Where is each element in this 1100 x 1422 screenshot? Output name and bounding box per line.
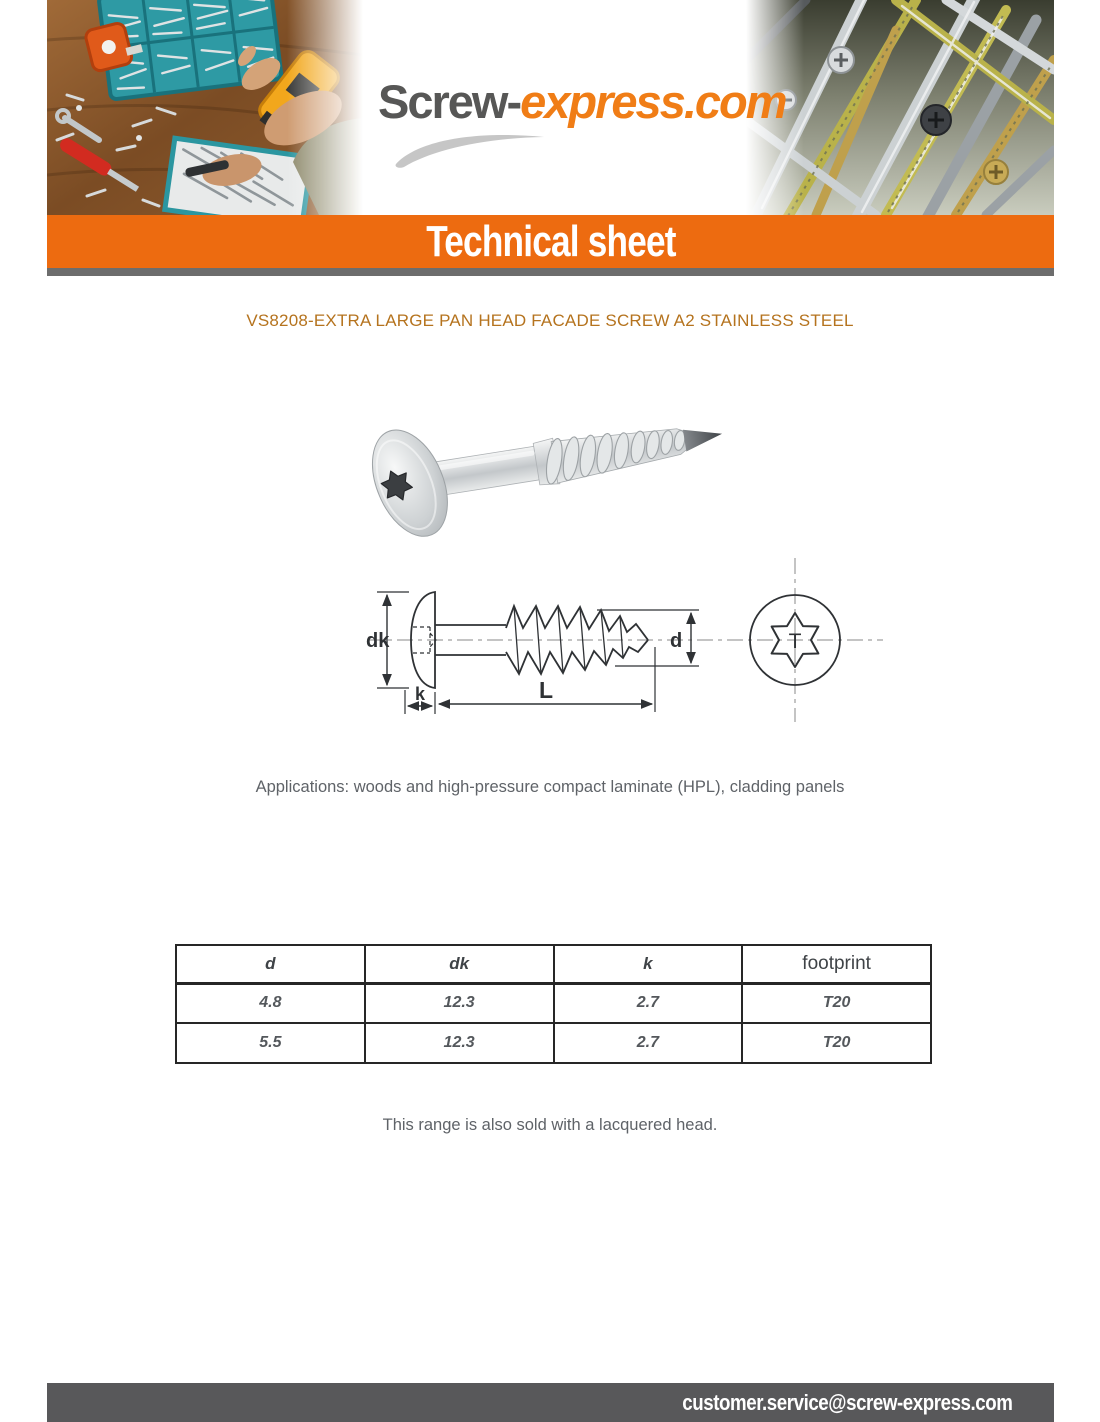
dim-label-k: k (414, 684, 426, 704)
col-header-footprint: footprint (742, 945, 931, 983)
product-title: VS8208-EXTRA LARGE PAN HEAD FACADE SCREW A2 STAINLESS STEEL (246, 311, 854, 330)
dim-label-L: L (538, 677, 554, 703)
cell-k-1: 2.7 (554, 983, 743, 1023)
table-row (176, 1023, 931, 1063)
cell-footprint-1: T20 (742, 983, 931, 1023)
customer-service-email-link[interactable]: customer.service@screw-express.com (681, 1389, 1012, 1415)
col-header-dk: dk (365, 945, 554, 983)
cell-k-2: 2.7 (554, 1023, 743, 1063)
banner-title: Technical sheet (425, 216, 676, 266)
section-banner (47, 215, 1054, 268)
footer-bar (47, 1383, 1054, 1422)
logo-swoosh (388, 126, 548, 168)
cell-d-1: 4.8 (176, 983, 365, 1023)
spec-table (175, 944, 932, 1064)
table-row (176, 983, 931, 1023)
cell-dk-2: 12.3 (365, 1023, 554, 1063)
site-logo-text (378, 74, 786, 129)
dim-label-dk: dk (366, 630, 390, 652)
product-photo-screw (350, 382, 750, 545)
lacquered-head-note: This range is also sold with a lacquered head. (382, 1116, 718, 1134)
cell-footprint-2: T20 (742, 1023, 931, 1063)
technical-drawing (365, 552, 885, 742)
torx-size-label: T (788, 630, 802, 653)
screws-pile-photo (746, 0, 1054, 215)
cell-d-2: 5.5 (176, 1023, 365, 1063)
col-header-d: d (176, 945, 365, 983)
dim-label-d: d (670, 630, 683, 652)
banner-shadow-strip (47, 268, 1054, 276)
cell-dk-1: 12.3 (365, 983, 554, 1023)
col-header-k: k (554, 945, 743, 983)
logo-part-screw: Screw- (378, 75, 521, 128)
logo-part-express: express.com (520, 75, 786, 128)
site-logo (378, 74, 786, 179)
applications-text: Applications: woods and high-pressure compact laminate (HPL), cladding panels (255, 778, 845, 796)
spec-table-header-row (176, 945, 931, 983)
workbench-photo (47, 0, 363, 215)
